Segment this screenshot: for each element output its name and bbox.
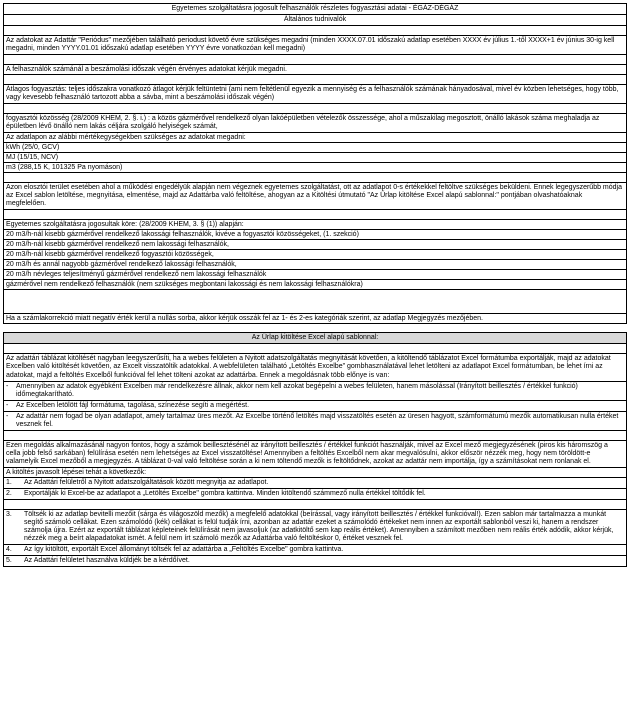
eligible-item: 20 m3/h-nál kisebb gázmérővel rendelkező lakossági felhasználók, kivéve a fogyasztói közösségeket, (1. szekció) [4,230,626,240]
eligible-header: Egyetemes szolgáltatásra jogosultak köre: (28/2009 KHEM, 3. § (1)) alapján: [4,220,626,230]
period-note: Az adatokat az Adattár "Periódus" mezőjében található periodust követő évre szükséges megadni (minden XXXX.07.01 időszakú adatlap esetében XXXX év július 1.-től XXXX+1 év június 30-ig kell megadni, minden YYYY.01.01 időszakú adatlap esetében YYYY évre vonatkozóan kell megadni) [4,36,626,55]
average-consumption-note: Átlagos fogyasztás: teljes időszakra vonatkozó átlagot kérjük feltüntetni (ami nem feltétlenül egyezik a mennyiség és a felhasználók számának hányadosával, mivel év közben lehetséges, hogy több, vagy kevesebb felhasználó tartozott abba a sávba, mint a beszámolási időszak végén) [4,85,626,104]
document-title: Egyetemes szolgáltatásra jogosult felhasználók részletes fogyasztási adatai - ÉGÁZ-DÉGÁZ [4,4,626,15]
step-item [4,510,626,545]
blank-row [4,104,626,114]
eligible-item: 20 m3/h és annál nagyobb gázmérővel rendelkező lakossági felhasználók, [4,260,626,270]
user-count-note: A felhasználók számánál a beszámolási időszak végén érvényes adatokat kérjük megadni. [4,65,626,75]
blank-row [4,55,626,65]
eligible-item: 20 m3/h-nál kisebb gázmérővel rendelkező nem lakossági felhasználók, [4,240,626,250]
step-text: Az Adattári felületről a Nyitott adatszolgáltatások között megnyitja az adatlapot. [24,478,269,486]
step-text: Exportálják ki Excel-be az adatlapot a „Letöltés Excelbe" gombra kattintva. Minden kitöltendő számmező nulla értékkel töltődik fel. [24,489,426,497]
advantage-text: Az Excelben letölött fájl formátuma, tagolása, színezése segíti a megértést. [16,401,250,409]
advantage-item [4,412,626,431]
excel-instructions-table [3,332,627,567]
eligible-item: 20 m3/h-nál kisebb gázmérővel rendelkező fogyasztói közösségek, [4,250,626,260]
general-notes-table [3,3,627,324]
step-item [4,556,626,566]
units-header: Az adatlapon az alábbi mértékegységekben szükséges az adatokat megadni: [4,133,626,143]
unit-item: MJ (15/15, NCV) [4,153,626,163]
step-text: Az így kitöltött, exportált Excel állományt töltsék fel az adattárba a „Feltöltés Excelbe" gombra kattintva. [24,546,344,554]
step-text: Töltsék ki az adatlap bevitelli mezőit (sárga és világoszöld mezők) a megfelelő adatokkal (beírással, vagy irányított beillesztés / értékkel funkcióval!). Ezen sablon már tartalmazza a munkát segítő számoló cellákat. Ezen számolódó (kék) cellákat is felül tudják írni, azonban az adattár ezeket a számolódó értékeket nem innen az exportált sablonból veszi ki, hanem a rendszer számolja újra. Ezért az exportált táblázat képleteinek felülírását nem javasoljuk (az adatkitöltő sem kap reális értéket). Amennyiben a számított mezőben nem reális érték adódik, akkor kérjük, nézzék meg a beírt alapadatokat ismét. A felül nem írt számoló mezők az Adattárba való feltöltéskor 0, értéket vesznek fel. [24,511,614,543]
paste-warning: Ezen megoldás alkalmazásánál nagyon fontos, hogy a számok beillesztésénél az irányított beillesztés / értékkel funkciót használják, mivel az Excel mező megjegyzésének (piros kis háromszög a cella jobb felső sarkában) felülírása esetén nem lehetséges az Excel visszatöltése! Amennyiben a feltöltés Excelből nem akar megvalósulni, akkor először nézzék meg, hogy nem töröldött-e valamelyik Excel mezőből a megjegyzés. A táblázat 0-val való feltöltése során a ki nem töltendő mezők is feltöltődnek, azokat az adattár nem importálja, így a számításokat nem ronlanak el. [4,441,626,468]
step-number: 1. [6,478,12,486]
eligible-item: gázmérővel nem rendelkező felhasználók (nem szükséges megbontani lakossági és nem lakossági felhasználókra) [4,280,626,290]
step-item [4,489,626,500]
blank-row [4,431,626,441]
step-item [4,478,626,489]
step-item [4,545,626,556]
steps-header: A kitöltés javasolt lépései tehát a következők: [4,468,626,478]
blank-row [4,210,626,220]
excel-intro: Az adattári táblázat kitöltését nagyban leegyszerűsíti, ha a webes felületen a Nyitott adatszolgáltatás megnyitását követően, a kitöltendő táblázatot Excel formátumba exportálják, majd az adatokat Excelben való kitöltését követően, az Excelt visszatöltik adatokkal. A webfelületen található „Letöltés Excelbe" gombhasználatával lehet letölteni az adatlapot Excel formátumban, be lehet írni az adatokat, majd a feltöltés Excelből funkcióval fel lehet tölteni azokat az adattárba. Ennek a megoldásnak több előnye is van: [4,354,626,381]
blank-row [4,290,626,314]
blank-row [4,26,626,36]
step-number: 3. [6,511,12,519]
dash-icon: - [6,401,9,409]
advantage-item [4,382,626,401]
excel-section-title: Az Űrlap kitöltése Excel alapú sablonnal: [4,333,626,344]
step-text: Az Adattári felületet használva küldjék be a kérdőívet. [24,557,190,565]
dash-icon: - [6,382,9,390]
blank-row [4,500,626,510]
consumer-community-note: fogyasztói közösség (28/2009 KHEM, 2. §. i.) : a közös gázmérővel rendelkező olyan lakóépületben vételezők összessége, ahol a műszakilag megosztott, önálló lakások száma meghaladja az épületben lévő önálló nem lakás céljára szolgáló helyiségek számát, [4,114,626,133]
blank-row [4,344,626,354]
advantage-item [4,401,626,412]
step-number: 5. [6,557,12,565]
zero-values-note: Azon elosztói terület esetében ahol a működési engedélyük alapján nem végeznek egyetemes szolgáltatást, ott az adatlapot 0-s értékekkel feltöltve szükséges beküldeni. Ennek legegyszerűbb módja az Excel sablon letöltése, megnyitása, elmentése, majd az Adattárba való feltöltése, ahogyan az a Kitöltési útmutató "Az Űrlap kitöltése Excel alapú sablonnal:" pontjában olvashatóaknak megfelelően. [4,183,626,210]
dash-icon: - [6,412,9,420]
eligible-item: 20 m3/h névleges teljesítményű gázmérővel rendelkező nem lakossági felhasználók [4,270,626,280]
advantage-text: Az adattár nem fogad be olyan adatlapot, amely tartalmaz üres mezőt. Az Excelbe történő letöltés majd visszatöltés esetén az üresen hagyott, számformátumú mezők automatikusan nulla értéket vesznek fel. [16,412,619,428]
blank-row [4,173,626,183]
step-number: 2. [6,489,12,497]
blank-row [4,75,626,85]
section-subtitle: Általános tudnivalók [4,15,626,26]
step-number: 4. [6,546,12,554]
unit-item: m3 (288,15 K, 101325 Pa nyomáson) [4,163,626,173]
section-spacer [3,324,627,332]
advantage-text: Amennyiben az adatok egyébként Excelben már rendelkezésre állnak, akkor nem kell azokat begépelni a webes felületen, hanem másolással (Irányított beillesztés / értékkel funkció) időmegtakarítható. [16,382,578,398]
negative-value-note: Ha a számlakorrekció miatt negatív érték kerül a nullás sorba, akkor kérjük osszák fel az 1- és 2-es kategóriák szerint, az adatlap Megjegyzés mezőjében. [6,315,483,323]
unit-item: kWh (25/0, GCV) [4,143,626,153]
